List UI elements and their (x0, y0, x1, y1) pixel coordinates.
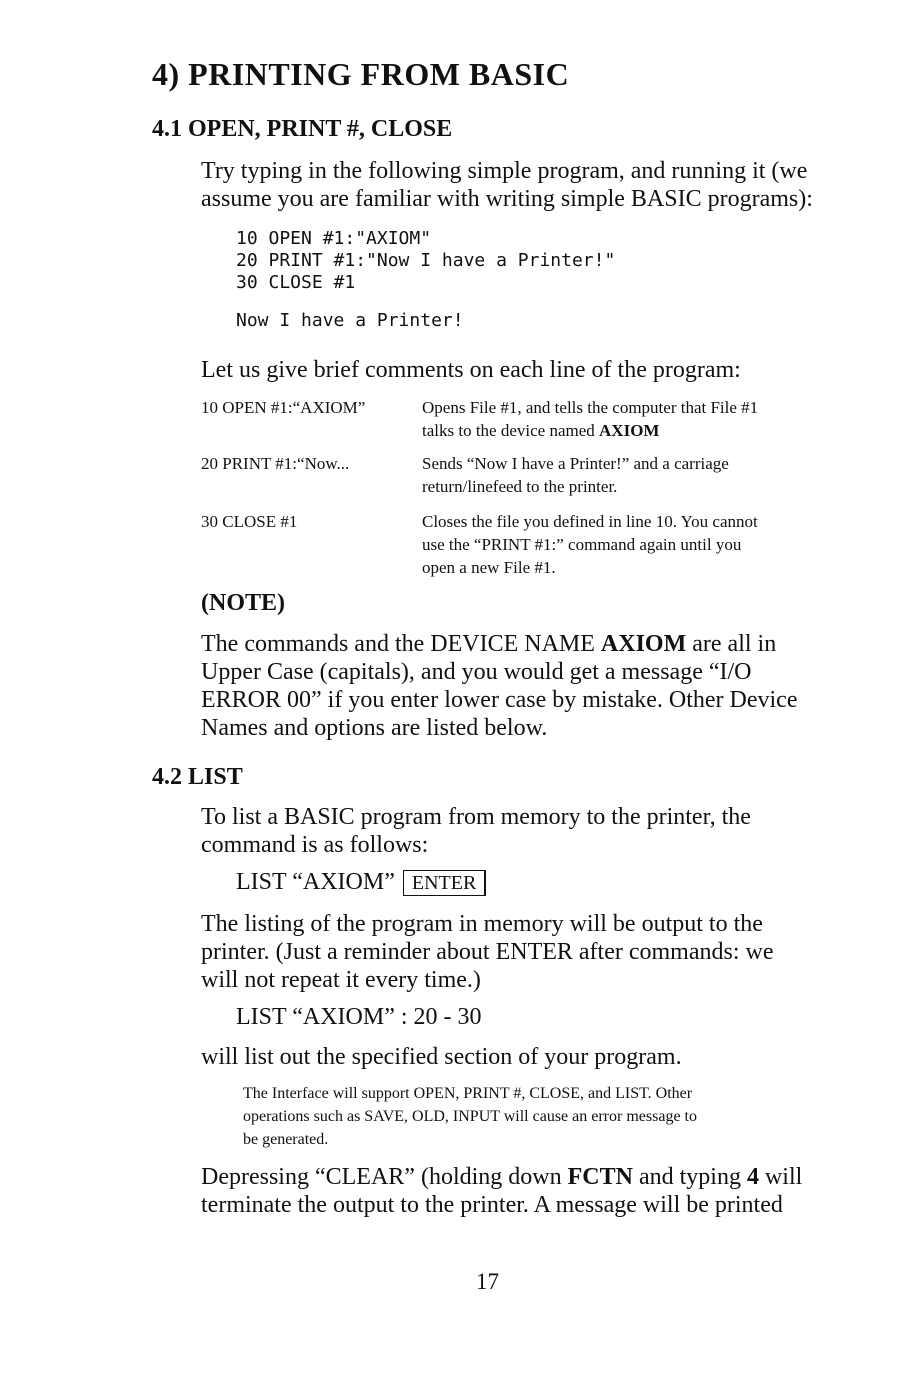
paragraph-line (201, 1163, 802, 1191)
list-paragraph-3: will list out the specified section of your program. (201, 1044, 682, 1070)
paragraph-text: Depressing “CLEAR” (holding down (201, 1164, 568, 1190)
program-output: Now I have a Printer! (236, 310, 464, 331)
note-line (201, 630, 797, 658)
list-range-command: LIST “AXIOM” : 20 - 30 (236, 1004, 482, 1030)
key-4-bold: 4 (746, 1164, 759, 1190)
device-name-bold: AXIOM (599, 421, 660, 440)
desc-line: open a new File #1. (422, 558, 556, 577)
note-line: ERROR 00” if you enter lower case by mistake. Other Device (201, 687, 798, 713)
support-note (243, 1082, 697, 1151)
enter-key-box: ENTER (403, 870, 486, 896)
list-command: LIST “AXIOM” (236, 869, 395, 895)
section-4-2-title: 4.2 LIST (152, 764, 243, 790)
intro-line-1: Try typing in the following simple program, and running it (we (201, 158, 808, 184)
chapter-heading: 4) PRINTING FROM BASIC (152, 56, 570, 92)
paragraph-line: terminate the output to the printer. A message will be printed (201, 1192, 783, 1218)
code-line: 30 CLOSE #1 (236, 272, 356, 293)
list-command-line (236, 868, 486, 896)
table-row-desc (422, 510, 824, 579)
paragraph-line: The listing of the program in memory will be output to the (201, 911, 763, 937)
paragraph-line: To list a BASIC program from memory to the printer, the (201, 804, 751, 830)
desc-text: talks to the device named (422, 421, 595, 440)
table-row-desc (422, 396, 824, 442)
note-paragraph (201, 630, 797, 742)
fctn-key-bold: FCTN (567, 1164, 633, 1190)
desc-line: return/linefeed to the printer. (422, 477, 618, 496)
note-label: (NOTE) (201, 590, 285, 616)
paragraph-text: will (758, 1164, 803, 1190)
table-row-line-label: 20 PRINT #1:“Now... (201, 454, 350, 473)
note-line: operations such as SAVE, OLD, INPUT will cause an error message to (243, 1108, 697, 1125)
list-paragraph-2 (201, 910, 774, 994)
paragraph-line: will not repeat it every time.) (201, 967, 481, 993)
code-line: 20 PRINT #1:"Now I have a Printer!" (236, 250, 616, 271)
desc-line: Sends “Now I have a Printer!” and a carriage (422, 454, 729, 473)
section-4-1-title: 4.1 OPEN, PRINT #, CLOSE (152, 116, 453, 142)
desc-line: Closes the file you defined in line 10. You cannot (422, 512, 758, 531)
comments-intro: Let us give brief comments on each line of the program: (201, 357, 741, 383)
desc-line: use the “PRINT #1:” command again until you (422, 535, 742, 554)
desc-line: Opens File #1, and tells the computer that File #1 (422, 398, 759, 417)
page-number: 17 (476, 1269, 499, 1294)
device-name-bold: AXIOM (600, 631, 687, 657)
note-line: Names and options are listed below. (201, 715, 548, 741)
note-line: Upper Case (capitals), and you would get a message “I/O (201, 659, 752, 685)
intro-paragraph (201, 157, 813, 213)
table-row-line-label: 10 OPEN #1:“AXIOM” (201, 398, 366, 417)
list-paragraph-1 (201, 803, 751, 859)
desc-line (422, 419, 824, 442)
paragraph-line: command is as follows: (201, 832, 429, 858)
note-line: be generated. (243, 1131, 329, 1148)
note-text: are all in (686, 631, 777, 657)
code-listing (236, 228, 615, 294)
intro-line-2: assume you are familiar with writing simple BASIC programs): (201, 186, 813, 212)
paragraph-line: printer. (Just a reminder about ENTER after commands: we (201, 939, 774, 965)
note-text: The commands and the DEVICE NAME (201, 631, 601, 657)
table-row-desc (422, 452, 824, 498)
paragraph-text: and typing (632, 1164, 747, 1190)
clear-paragraph (201, 1163, 802, 1219)
table-row-line-label: 30 CLOSE #1 (201, 512, 298, 531)
code-line: 10 OPEN #1:"AXIOM" (236, 228, 432, 249)
note-line: The Interface will support OPEN, PRINT #, CLOSE, and LIST. Other (243, 1085, 693, 1102)
